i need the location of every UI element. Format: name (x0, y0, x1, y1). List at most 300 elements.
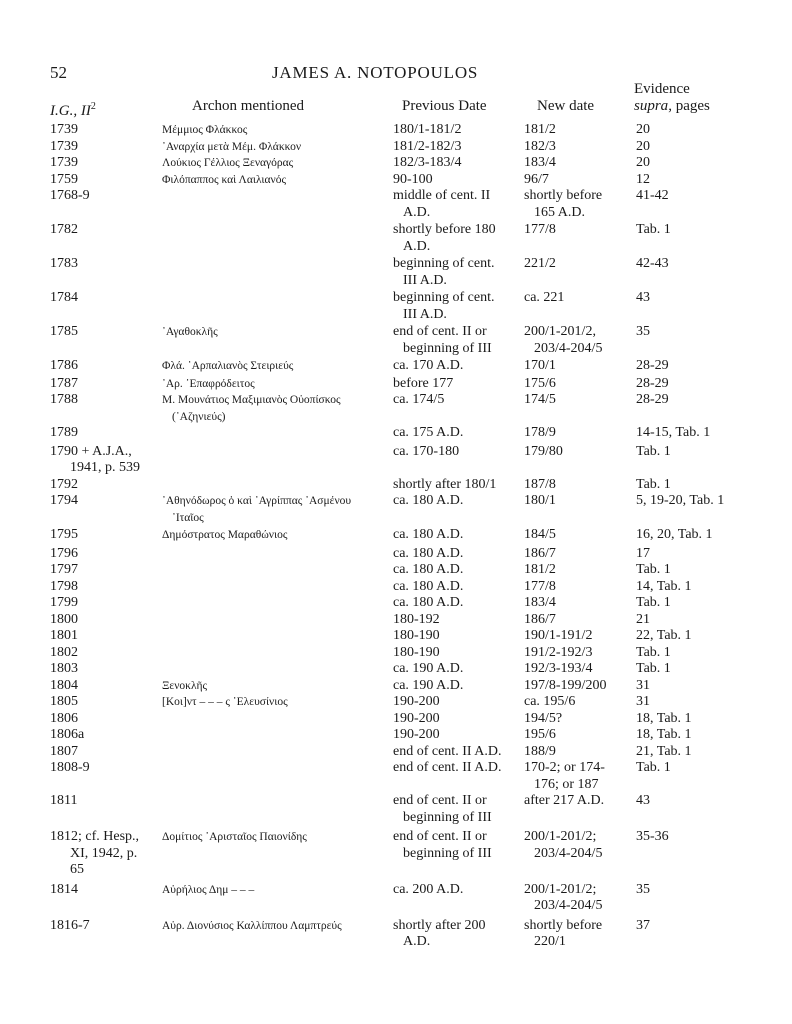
previous-date (393, 527, 463, 544)
table-row (0, 425, 792, 444)
previous-date-line: ca. 200 A.D. (393, 881, 464, 897)
table-row (0, 793, 792, 829)
ig-number (50, 172, 78, 189)
previous-date-line: III A.D. (403, 272, 447, 288)
previous-date-line: end of cent. II or (393, 324, 487, 339)
ig-number-line: 1739 (50, 138, 78, 154)
previous-date (393, 290, 494, 323)
ig-number-line: 1795 (50, 527, 78, 542)
new-date (524, 727, 556, 744)
archon-name (162, 358, 293, 375)
evidence-pages-line: 18, Tab. 1 (636, 727, 692, 742)
previous-date (393, 694, 440, 711)
ig-number-line: 1806a (50, 727, 85, 742)
archon-name-line: ᾿Αναρχία μετὰ Μέμ. Φλάκκον (162, 140, 302, 153)
evidence-pages (636, 358, 669, 375)
previous-date-line: 181/2-182/3 (393, 138, 462, 154)
new-date (524, 392, 556, 409)
new-date-line: 179/80 (524, 443, 563, 459)
new-date (524, 645, 592, 662)
evidence-pages-line: 41-42 (636, 188, 669, 203)
previous-date (393, 882, 463, 899)
evidence-pages-line: 42-43 (636, 256, 669, 271)
previous-date-line: shortly after 180/1 (393, 476, 497, 492)
ig-number-line: 1759 (50, 171, 78, 187)
evidence-pages (636, 425, 710, 442)
archon-name-line: (᾿Αζηνιεύς) (172, 410, 226, 423)
new-date (524, 918, 602, 951)
new-date-line: shortly before (524, 188, 603, 203)
ig-number (50, 290, 78, 307)
column-header-new-date: New date (537, 98, 595, 114)
ig-number-line: 1787 (50, 375, 78, 391)
table-row (0, 579, 792, 596)
evidence-pages-line: 5, 19-20, Tab. 1 (636, 493, 725, 508)
ig-number-line: 1739 (50, 155, 78, 170)
new-date-line: 175/6 (524, 375, 556, 391)
previous-date-line: A.D. (403, 238, 431, 254)
evidence-pages (636, 376, 669, 393)
previous-date-line: ca. 170-180 (393, 443, 460, 459)
new-date (524, 694, 575, 711)
new-date (524, 122, 556, 139)
new-date (524, 376, 556, 393)
table-row (0, 760, 792, 793)
evidence-pages-line: 28-29 (636, 358, 669, 373)
evidence-pages-line: 28-29 (636, 375, 669, 391)
evidence-pages-line: Tab. 1 (636, 222, 671, 237)
table-row (0, 562, 792, 579)
table-row (0, 694, 792, 711)
new-date-line: 181/2 (524, 562, 556, 577)
table-row (0, 882, 792, 918)
previous-date-line: ca. 180 A.D. (393, 562, 464, 577)
ig-number (50, 493, 78, 510)
new-date-line: 183/4 (524, 595, 556, 610)
table-row (0, 392, 792, 425)
table-row (0, 918, 792, 956)
new-date-line: 190/1-191/2 (524, 628, 593, 643)
evidence-pages-line: Tab. 1 (636, 595, 671, 610)
previous-date (393, 612, 440, 629)
archon-name (162, 829, 307, 846)
previous-date-line: beginning of cent. (393, 290, 495, 305)
new-date (524, 579, 556, 596)
new-date-line: 165 A.D. (534, 204, 585, 220)
evidence-pages (636, 444, 671, 461)
new-date-line: 203/4-204/5 (534, 845, 603, 861)
new-date (524, 744, 556, 761)
archon-name-line: Αὐρ. Διονύσιος Καλλίππου Λαμπτρεύς (162, 919, 342, 932)
new-date (524, 678, 606, 695)
table-row (0, 527, 792, 546)
archon-name (162, 392, 341, 425)
evidence-pages-line: 22, Tab. 1 (636, 628, 692, 643)
ig-number-line: 1768-9 (50, 188, 90, 203)
new-date-line: 221/2 (524, 256, 556, 271)
ig-number-line: 1783 (50, 256, 78, 271)
evidence-pages (636, 527, 713, 544)
previous-date (393, 493, 463, 510)
ig-number (50, 661, 78, 678)
evidence-pages-line: 16, 20, Tab. 1 (636, 527, 713, 542)
previous-date (393, 222, 496, 255)
evidence-pages-line: 35 (636, 324, 650, 339)
previous-date-line: end of cent. II or (393, 829, 487, 844)
archon-name-line: Φιλόπαππος καὶ Λαιλιανός (162, 173, 287, 186)
previous-date-line: ca. 180 A.D. (393, 545, 464, 561)
previous-date-line: before 177 (393, 375, 454, 391)
column-header-previous-date: Previous Date (402, 98, 487, 114)
evidence-pages-line: 18, Tab. 1 (636, 710, 692, 726)
evidence-pages (636, 579, 692, 596)
previous-date (393, 562, 463, 579)
evidence-pages (636, 172, 650, 189)
previous-date (393, 444, 459, 461)
previous-date (393, 256, 494, 289)
ig-number-line: 1794 (50, 493, 78, 508)
ig-number (50, 882, 78, 899)
previous-date (393, 392, 444, 409)
ig-number-line: 1805 (50, 694, 78, 709)
archon-name (162, 172, 286, 189)
evidence-pages (636, 188, 669, 205)
new-date-line: ca. 221 (524, 290, 565, 305)
previous-date-line: 180/1-181/2 (393, 122, 462, 137)
evidence-pages-line: 14-15, Tab. 1 (636, 425, 711, 440)
table-row (0, 829, 792, 882)
ig-number-line: 1801 (50, 628, 78, 643)
evidence-pages (636, 678, 650, 695)
table-row (0, 139, 792, 156)
evidence-pages (636, 290, 650, 307)
evidence-pages (636, 645, 671, 662)
table-row (0, 595, 792, 612)
new-date (524, 324, 602, 357)
previous-date-line: ca. 180 A.D. (393, 527, 464, 542)
ig-number (50, 222, 78, 239)
new-date (524, 882, 602, 915)
previous-date (393, 645, 440, 662)
new-date (524, 628, 592, 645)
new-date-line: 183/4 (524, 155, 556, 170)
previous-date (393, 829, 492, 862)
archon-name (162, 678, 207, 695)
evidence-pages (636, 918, 650, 935)
ig-number (50, 425, 78, 442)
archon-name (162, 155, 293, 172)
ig-number-line: 1785 (50, 324, 78, 339)
new-date (524, 493, 556, 510)
new-date-line: 200/1-201/2; (524, 881, 597, 897)
new-date (524, 612, 556, 629)
new-date (524, 711, 562, 728)
new-date-line: 192/3-193/4 (524, 661, 593, 676)
ig-number-line: 1811 (50, 793, 78, 808)
previous-date (393, 188, 490, 221)
ig-number-line: 1782 (50, 222, 78, 237)
new-date-line: 96/7 (524, 171, 549, 187)
evidence-pages (636, 661, 671, 678)
new-date-line: 200/1-201/2, (524, 324, 596, 339)
table-row (0, 376, 792, 393)
ig-number (50, 358, 78, 375)
evidence-pages-line: 31 (636, 694, 650, 709)
ig-number-line: 1799 (50, 595, 78, 610)
new-date (524, 290, 564, 307)
ig-number (50, 918, 90, 935)
table-row (0, 628, 792, 645)
archon-name (162, 324, 218, 341)
archon-name-line: ᾿Ιταῖος (172, 511, 204, 524)
new-date (524, 477, 556, 494)
previous-date-line: shortly before 180 (393, 222, 496, 237)
ig-number (50, 477, 78, 494)
archon-table (0, 122, 792, 956)
evidence-pages (636, 562, 671, 579)
previous-date-line: end of cent. II A.D. (393, 743, 502, 759)
new-date (524, 139, 556, 156)
previous-date-line: end of cent. II A.D. (393, 760, 502, 775)
ig-number-line: 1789 (50, 425, 78, 440)
archon-name (162, 527, 287, 544)
evidence-pages (636, 628, 692, 645)
table-row (0, 358, 792, 376)
ig-number-line: 1812; cf. Hesp., (50, 829, 140, 844)
previous-date (393, 155, 461, 172)
previous-date-line: ca. 190 A.D. (393, 661, 464, 676)
ig-number-line: 1802 (50, 644, 78, 660)
evidence-pages-line: 43 (636, 793, 650, 808)
table-row (0, 612, 792, 629)
evidence-pages (636, 760, 671, 777)
new-date-line: 178/9 (524, 425, 556, 440)
evidence-pages (636, 493, 724, 510)
ig-number (50, 612, 78, 629)
ig-number (50, 645, 78, 662)
evidence-pages (636, 155, 650, 172)
archon-name (162, 882, 254, 899)
archon-name-line: ᾿Αρ. ᾿Επαφρόδειτος (162, 377, 255, 390)
evidence-pages-line: Tab. 1 (636, 443, 671, 459)
evidence-pages (636, 727, 692, 744)
evidence-pages-line: 43 (636, 290, 650, 305)
previous-date (393, 139, 461, 156)
evidence-pages-line: 20 (636, 138, 650, 154)
table-row (0, 546, 792, 563)
previous-date-line: ca. 190 A.D. (393, 677, 464, 693)
evidence-pages (636, 122, 650, 139)
previous-date-line: 180-192 (393, 611, 440, 627)
previous-date-line: ca. 170 A.D. (393, 358, 464, 373)
new-date (524, 760, 605, 793)
ig-number-line: 1814 (50, 881, 78, 897)
table-row (0, 711, 792, 728)
previous-date (393, 628, 440, 645)
new-date (524, 172, 549, 189)
ig-number (50, 595, 78, 612)
evidence-pages-line: 17 (636, 545, 650, 561)
evidence-pages-line: 21 (636, 611, 650, 627)
ig-number (50, 760, 90, 777)
new-date (524, 829, 602, 862)
previous-date (393, 727, 440, 744)
new-date-line: 191/2-192/3 (524, 644, 593, 660)
table-row (0, 477, 792, 494)
previous-date (393, 425, 463, 442)
archon-name-line: Δημόστρατος Μαραθώνιος (162, 529, 288, 541)
ig-number (50, 628, 78, 645)
new-date-line: 195/6 (524, 727, 556, 742)
ig-number (50, 562, 78, 579)
table-row (0, 222, 792, 256)
new-date (524, 793, 604, 810)
archon-name-line: ᾿Αθηνόδωρος ὁ καὶ ᾿Αγρίππας ᾿Ασμένου (162, 495, 352, 507)
new-date-line: 203/4-204/5 (534, 340, 603, 356)
previous-date-line: 180-190 (393, 644, 440, 660)
evidence-pages (636, 612, 650, 629)
previous-date-line: 180-190 (393, 628, 440, 643)
previous-date-line: beginning of III (403, 340, 492, 356)
archon-name (162, 139, 301, 156)
previous-date (393, 324, 492, 357)
new-date-line: 200/1-201/2; (524, 829, 597, 844)
new-date-line: 186/7 (524, 545, 556, 561)
evidence-pages (636, 477, 671, 494)
ig-number (50, 392, 78, 409)
previous-date-line: 190-200 (393, 694, 440, 709)
new-date (524, 546, 556, 563)
ig-number-line: 1792 (50, 476, 78, 492)
ig-number (50, 793, 77, 810)
new-date (524, 595, 556, 612)
evidence-pages (636, 694, 650, 711)
previous-date-line: beginning of III (403, 845, 492, 861)
new-date (524, 527, 556, 544)
new-date-line: 182/3 (524, 138, 556, 154)
new-date-line: 194/5? (524, 710, 563, 726)
evidence-pages-line: 21, Tab. 1 (636, 743, 692, 759)
ig-number-line: 1804 (50, 677, 78, 693)
previous-date-line: A.D. (403, 934, 431, 949)
running-head: JAMES A. NOTOPOULOS (272, 63, 479, 82)
table-row (0, 493, 792, 527)
evidence-pages-line: Tab. 1 (636, 562, 671, 577)
previous-date-line: 190-200 (393, 727, 440, 742)
previous-date (393, 744, 501, 761)
ig-number-line: XI, 1942, p. (70, 845, 138, 861)
new-date-line: 203/4-204/5 (534, 898, 603, 913)
ig-number-line: 1941, p. 539 (70, 460, 140, 475)
previous-date-line: 190-200 (393, 710, 440, 726)
new-date-line: 188/9 (524, 743, 556, 759)
evidence-pages (636, 793, 650, 810)
column-header-evidence-supra: supra (634, 98, 669, 114)
evidence-pages-line: 28-29 (636, 392, 669, 407)
evidence-pages-line: 31 (636, 677, 650, 693)
previous-date (393, 546, 463, 563)
column-header-ig-text: I.G., II (50, 103, 91, 119)
archon-name (162, 376, 255, 393)
archon-name-line: Ξενοκλῆς (162, 679, 208, 692)
evidence-pages-line: 35 (636, 881, 650, 897)
previous-date (393, 760, 501, 777)
ig-number (50, 527, 78, 544)
evidence-pages-line: 14, Tab. 1 (636, 578, 692, 594)
ig-number (50, 546, 78, 563)
previous-date (393, 711, 440, 728)
ig-number-line: 1808-9 (50, 760, 90, 775)
evidence-pages-line: 12 (636, 171, 650, 187)
archon-name-line: Μ. Μουνάτιος Μαξιμιανὸς Οὐοπίσκος (162, 394, 341, 406)
previous-date (393, 678, 463, 695)
column-header-archon: Archon mentioned (192, 98, 305, 114)
new-date (524, 444, 563, 461)
archon-name-line: Λούκιος Γέλλιος Ξεναγόρας (162, 157, 294, 169)
ig-number-line: 1796 (50, 545, 78, 561)
column-header-ig (50, 98, 96, 120)
ig-number (50, 139, 78, 156)
evidence-pages-line: Tab. 1 (636, 476, 671, 492)
previous-date-line: beginning of III (403, 809, 492, 825)
previous-date-line: ca. 175 A.D. (393, 425, 464, 440)
previous-date (393, 661, 463, 678)
evidence-pages (636, 324, 650, 341)
previous-date (393, 595, 463, 612)
evidence-pages (636, 222, 671, 239)
new-date-line: shortly before (524, 917, 603, 933)
new-date-line: 177/8 (524, 222, 556, 237)
ig-number (50, 694, 78, 711)
table-row (0, 122, 792, 139)
ig-number (50, 829, 139, 879)
new-date (524, 155, 556, 172)
column-header-evidence-pages: , pages (668, 98, 710, 114)
previous-date-line: end of cent. II or (393, 793, 487, 808)
new-date (524, 222, 556, 239)
ig-number (50, 711, 78, 728)
evidence-pages (636, 139, 650, 156)
ig-number (50, 324, 78, 341)
archon-name (162, 694, 288, 711)
table-row (0, 256, 792, 290)
ig-number-line: 1800 (50, 611, 78, 627)
previous-date-line: 182/3-183/4 (393, 155, 462, 170)
previous-date (393, 358, 463, 375)
table-row (0, 172, 792, 189)
previous-date (393, 579, 463, 596)
archon-name (162, 493, 351, 526)
ig-number (50, 122, 78, 139)
new-date-line: 177/8 (524, 578, 556, 594)
evidence-pages-line: 20 (636, 155, 650, 170)
evidence-pages (636, 744, 692, 761)
previous-date (393, 918, 486, 951)
previous-date-line: 90-100 (393, 171, 433, 187)
previous-date-line: III A.D. (403, 306, 447, 322)
new-date-line: 181/2 (524, 122, 556, 137)
new-date-line: 197/8-199/200 (524, 677, 607, 693)
new-date (524, 358, 556, 375)
previous-date (393, 122, 461, 139)
previous-date-line: A.D. (403, 204, 431, 220)
table-row (0, 727, 792, 744)
archon-name-line: Αὐρήλιος Δημ – – – (162, 883, 255, 896)
previous-date-line: beginning of cent. (393, 256, 495, 271)
new-date-line: 176; or 187 (534, 776, 599, 792)
ig-number (50, 678, 78, 695)
evidence-pages-line: Tab. 1 (636, 644, 671, 660)
